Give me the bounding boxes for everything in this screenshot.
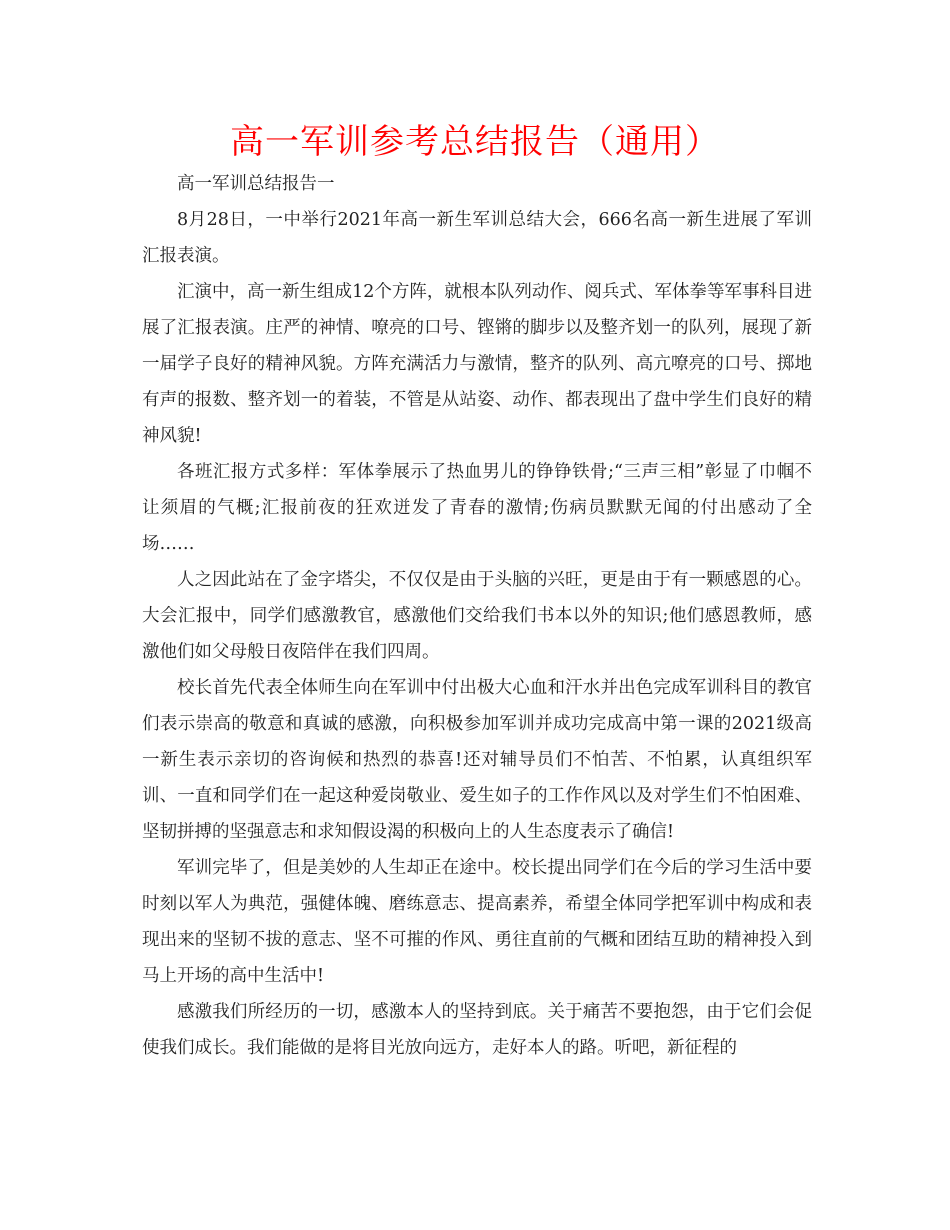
paragraph: 8月28日，一中举行2021年高一新生军训总结大会，666名高一新生进展了军训汇报表演。 [142, 210, 812, 266]
paragraph: 各班汇报方式多样：军体拳展示了热血男儿的铮铮铁骨;“三声三相”彰显了巾帼不让须眉的气概;汇报前夜的狂欢迸发了青春的激情;伤病员默默无闻的付出感动了全场…… [142, 462, 812, 554]
paragraph-subtitle: 高一军训总结报告一 [177, 174, 335, 194]
paragraph: 校长首先代表全体师生向在军训中付出极大心血和汗水并出色完成军训科目的教官们表示崇高的敬意和真诚的感激，向积极参加军训并成功完成高中第一课的2021级高一新生表示亲切的咨询候和热烈的恭喜!还对辅导员们不怕苦、不怕累，认真组织军训、一直和同学们在一起这种爱岗敬业、爱生如子的工作作风以及对学生们不怕困难、坚韧拼搏的坚强意志和求知假设渴的积极向上的人生态度表示了确信! [142, 678, 812, 842]
document-body [142, 166, 812, 1066]
paragraph: 军训完毕了，但是美妙的人生却正在途中。校长提出同学们在今后的学习生活中要时刻以军人为典范，强健体魄、磨练意志、提高素养，希望全体同学把军训中构成和表现出来的坚韧不拔的意志、坚不可摧的作风、勇往直前的气概和团结互助的精神投入到马上开场的高中生活中! [142, 858, 812, 986]
paragraph: 感激我们所经历的一切，感激本人的坚持到底。关于痛苦不要抱怨，由于它们会促使我们成长。我们能做的是将目光放向远方，走好本人的路。听吧，新征程的 [142, 1002, 812, 1058]
paragraph: 人之因此站在了金字塔尖，不仅仅是由于头脑的兴旺，更是由于有一颗感恩的心。大会汇报中，同学们感激教官，感激他们交给我们书本以外的知识;他们感恩教师，感激他们如父母般日夜陪伴在我们四周。 [142, 570, 812, 662]
paragraph: 汇演中，高一新生组成12个方阵，就根本队列动作、阅兵式、军体拳等军事科目进展了汇报表演。庄严的神情、嘹亮的口号、铿锵的脚步以及整齐划一的队列，展现了新一届学子良好的精神风貌。方阵充满活力与激情，整齐的队列、高亢嘹亮的口号、掷地有声的报数、整齐划一的着装，不管是从站姿、动作、都表现出了盘中学生们良好的精神风貌! [142, 282, 812, 446]
document-title: 高一军训参考总结报告（通用） [230, 122, 720, 162]
